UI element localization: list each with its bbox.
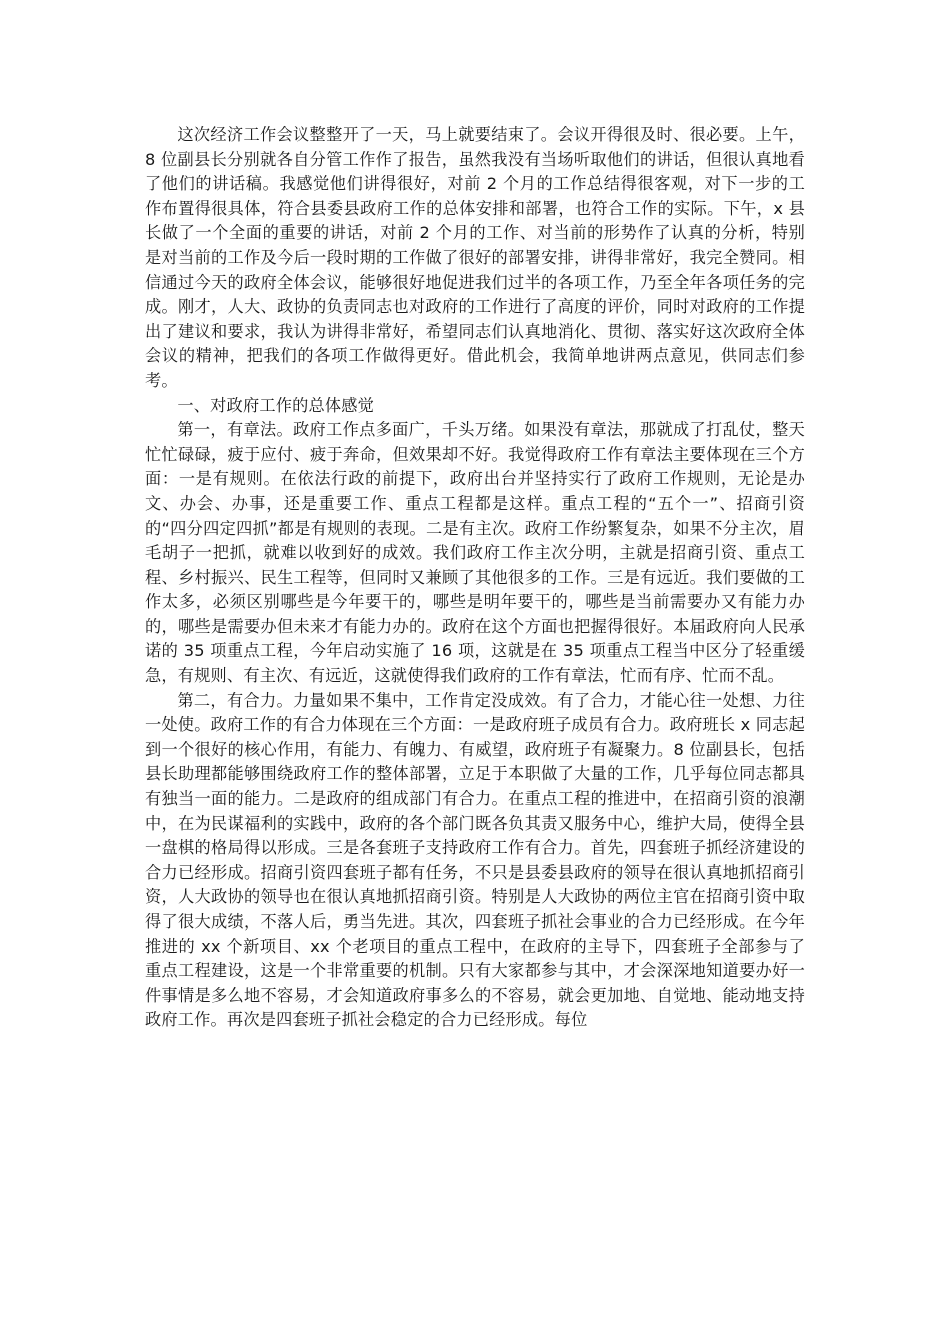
paragraph-first-point: 第一，有章法。政府工作点多面广，千头万绪。如果没有章法，那就成了打乱仗，整天忙忙碌碌，疲于应付、疲于奔命，但效果却不好。我觉得政府工作有章法主要体现在三个方面：一是有规则。在依法行政的前提下，政府出台并坚持实行了政府工作规则，无论是办文、办会、办事，还是重要工作、重点工程都是这样。重点工程的“五个一”、招商引资的“四分四定四抓”都是有规则的表现。二是有主次。政府工作纷繁复杂，如果不分主次，眉毛胡子一把抓，就难以收到好的成效。我们政府工作主次分明，主就是招商引资、重点工程、乡村振兴、民生工程等，但同时又兼顾了其他很多的工作。三是有远近。我们要做的工作太多，必须区别哪些是今年要干的，哪些是明年要干的，哪些是当前需要办又有能力办的，哪些是需要办但未来才有能力办的。政府在这个方面也把握得很好。本届政府向人民承诺的 35 项重点工程，今年启动实施了 16 项，这就是在 35 项重点工程当中区分了轻重缓急，有规则、有主次、有远近，这就使得我们政府的工作有章法，忙而有序、忙而不乱。 <box>145 420 805 686</box>
paragraph-intro: 这次经济工作会议整整开了一天，马上就要结束了。会议开得很及时、很必要。上午，8 位副县长分别就各自分管工作作了报告，虽然我没有当场听取他们的讲话，但很认真地看了他们的讲话稿。我感觉他们讲得很好，对前 2 个月的工作总结得很客观，对下一步的工作布置得很具体，符合县委县政府工作的总体安排和部署，也符合工作的实际。下午，x 县长做了一个全面的重要的讲话，对前 2 个月的工作、对当前的形势作了认真的分析，特别是对当前的工作及今后一段时期的工作做了很好的部署安排，讲得非常好，我完全赞同。相信通过今天的政府全体会议，能够很好地促进我们过半的各项工作，乃至全年各项任务的完成。刚才，人大、政协的负责同志也对政府的工作进行了高度的评价，同时对政府的工作提出了建议和要求，我认为讲得非常好，希望同志们认真地消化、贯彻、落实好这次政府全体会议的精神，把我们的各项工作做得更好。借此机会，我简单地讲两点意见，供同志们参考。 <box>145 125 805 390</box>
document-body <box>145 123 805 1033</box>
paragraph-second-point: 第二，有合力。力量如果不集中，工作肯定没成效。有了合力，才能心往一处想、力往一处使。政府工作的有合力体现在三个方面：一是政府班子成员有合力。政府班长 x 同志起到一个很好的核心作用，有能力、有魄力、有威望，政府班子有凝聚力。8 位副县长，包括县长助理都能够围绕政府工作的整体部署，立足于本职做了大量的工作，几乎每位同志都具有独当一面的能力。二是政府的组成部门有合力。在重点工程的推进中，在招商引资的浪潮中，在为民谋福利的实践中，政府的各个部门既各负其责又服务中心，维护大局，使得全县一盘棋的格局得以形成。三是各套班子支持政府工作有合力。首先，四套班子抓经济建设的合力已经形成。招商引资四套班子都有任务，不只是县委县政府的领导在很认真地抓招商引资，人大政协的领导也在很认真地抓招商引资。特别是人大政协的两位主官在招商引资中取得了很大成绩，不落人后，勇当先进。其次，四套班子抓社会事业的合力已经形成。在今年推进的 xx 个新项目、xx 个老项目的重点工程中，在政府的主导下，四套班子全部参与了重点工程建设，这是一个非常重要的机制。只有大家都参与其中，才会深深地知道要办好一件事情是多么地不容易，才会知道政府事多么的不容易，就会更加地、自觉地、能动地支持政府工作。再次是四套班子抓社会稳定的合力已经形成。每位 <box>145 690 805 1030</box>
section-heading: 一、对政府工作的总体感觉 <box>177 395 375 415</box>
